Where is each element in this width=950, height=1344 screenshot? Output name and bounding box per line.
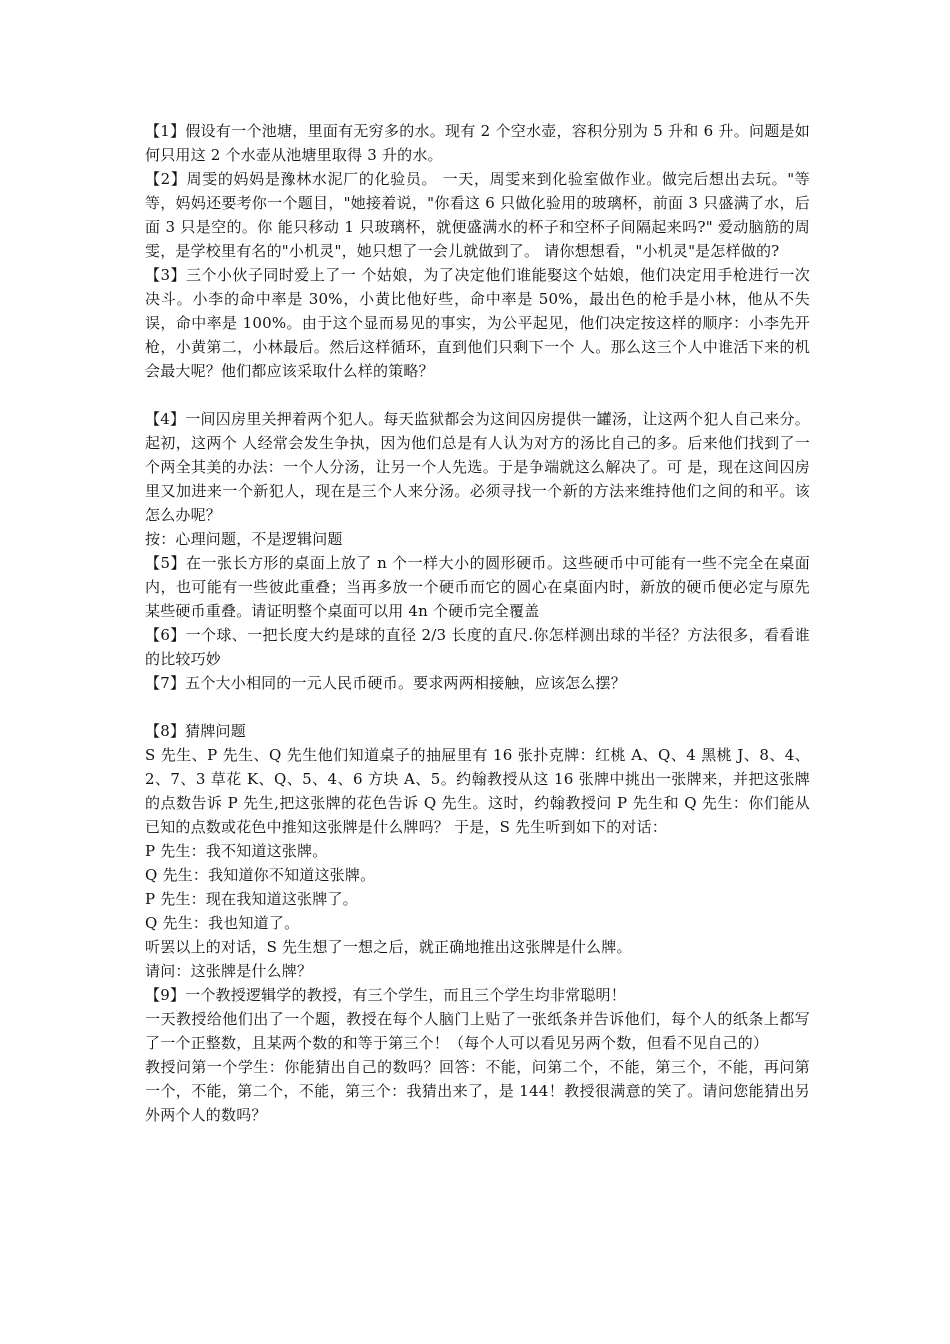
blank-line <box>145 383 810 407</box>
puzzle-9-question: 教授问第一个学生：你能猜出自己的数吗？回答：不能，问第二个，不能，第三个，不能，再问第一个，不能，第二个，不能，第三个：我猜出来了，是 144！教授很满意的笑了。请问您能猜出另外两个人的数吗？ <box>145 1058 810 1124</box>
puzzle-6-paragraph: 【6】一个球、一把长度大约是球的直径 2/3 长度的直尺.你怎样测出球的半径？方法很多，看看谁的比较巧妙 <box>145 626 810 668</box>
puzzle-4-note: 按：心理问题，不是逻辑问题 <box>145 530 343 548</box>
puzzle-3-paragraph: 【3】三个小伙子同时爱上了一 个姑娘，为了决定他们谁能娶这个姑娘，他们决定用手枪进行一次决斗。小李的命中率是 30%，小黄比他好些，命中率是 50%，最出色的枪手是小林，他从不失 误，命中率是 100%。由于这个显而易见的事实，为公平起见，他们决定按这样的顺序：小李先开枪，小黄第二，小林最后。然后这样循环，直到他们只剩下一个 人。那么这三个人中谁活下来的机会最大呢？他们都应该采取什么样的策略？ <box>145 266 810 380</box>
puzzle-8-setup: S 先生、P 先生、Q 先生他们知道桌子的抽屉里有 16 张扑克牌：红桃 A、Q、4 黑桃 J、8、4、2、7、3 草花 K、Q、5、4、6 方块 A、5。约翰教授从这 16 张牌中挑出一张牌来，并把这张牌的点数告诉 P 先生,把这张牌的花色告诉 Q 先生。这时，约翰教授问 P 先生和 Q 先生：你们能从已知的点数或花色中推知这张牌是什么牌吗？ 于是，S 先生听到如下的对话： <box>145 746 810 836</box>
puzzle-5-paragraph: 【5】在一张长方形的桌面上放了 n 个一样大小的圆形硬币。这些硬币中可能有一些不完全在桌面内，也可能有一些彼此重叠；当再多放一个硬币而它的圆心在桌面内时，新放的硬币便必定与原先某些硬币重叠。请证明整个桌面可以用 4n 个硬币完全覆盖 <box>145 554 810 620</box>
puzzle-8-conclusion: 听罢以上的对话，S 先生想了一想之后，就正确地推出这张牌是什么牌。 <box>145 938 632 956</box>
puzzle-7-paragraph: 【7】五个大小相同的一元人民币硬币。要求两两相接触，应该怎么摆？ <box>145 674 626 692</box>
puzzle-8-dialogue-3: P 先生：现在我知道这张牌了。 <box>145 890 358 908</box>
puzzle-8-dialogue-4: Q 先生：我也知道了。 <box>145 914 300 932</box>
puzzle-8-dialogue-2: Q 先生：我知道你不知道这张牌。 <box>145 866 376 884</box>
puzzle-8-question: 请问：这张牌是什么牌？ <box>145 962 313 980</box>
puzzle-8-dialogue-1: P 先生：我不知道这张牌。 <box>145 842 328 860</box>
puzzle-2-paragraph: 【2】周雯的妈妈是豫林水泥厂的化验员。 一天，周雯来到化验室做作业。做完后想出去玩。"等等，妈妈还要考你一个题目，"她接着说，"你看这 6 只做化验用的玻璃杯，前面 3 只盛满了水，后面 3 只是空的。你 能只移动 1 只玻璃杯，就便盛满水的杯子和空杯子间隔起来吗?" 爱动脑筋的周雯，是学校里有名的"小机灵"，她只想了一会儿就做到了。 请你想想看，"小机灵"是怎样做的? <box>145 170 810 260</box>
puzzle-4-paragraph: 【4】一间囚房里关押着两个犯人。每天监狱都会为这间囚房提供一罐汤，让这两个犯人自己来分。起初，这两个 人经常会发生争执，因为他们总是有人认为对方的汤比自己的多。后来他们找到了一个两全其美的办法：一个人分汤，让另一个人先选。于是争端就这么解决了。可 是，现在这间囚房里又加进来一个新犯人，现在是三个人来分汤。必须寻找一个新的方法来维持他们之间的和平。该怎么办呢？ <box>145 410 810 524</box>
puzzle-8-heading: 【8】猜牌问题 <box>145 722 246 740</box>
document-page <box>145 119 810 1127</box>
blank-line <box>145 695 810 719</box>
puzzle-9-heading: 【9】一个教授逻辑学的教授，有三个学生，而且三个学生均非常聪明！ <box>145 986 626 1004</box>
puzzle-9-setup: 一天教授给他们出了一个题，教授在每个人脑门上贴了一张纸条并告诉他们，每个人的纸条上都写了一个正整数，且某两个数的和等于第三个！（每个人可以看见另两个数，但看不见自己的） <box>145 1010 810 1052</box>
puzzle-1-paragraph: 【1】假设有一个池塘，里面有无穷多的水。现有 2 个空水壶，容积分别为 5 升和 6 升。问题是如何只用这 2 个水壶从池塘里取得 3 升的水。 <box>145 122 810 164</box>
